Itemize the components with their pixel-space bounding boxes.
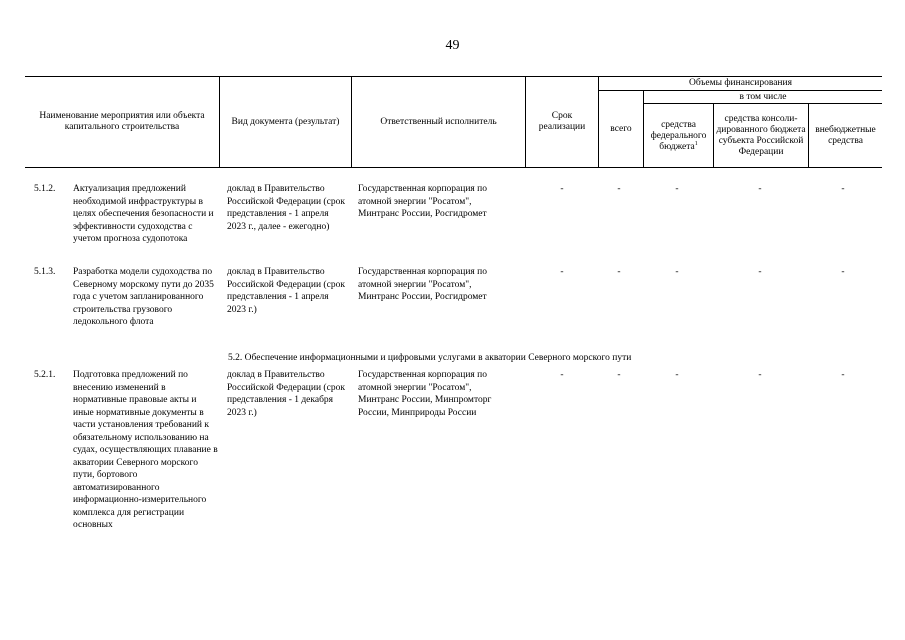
col-term-header: Срок реализации xyxy=(538,111,586,132)
col-resp-header: Ответственный исполнитель xyxy=(380,116,497,127)
regional-value: - xyxy=(758,184,762,194)
federal-value: - xyxy=(675,184,679,194)
section-title: 5.2. Обеспечение информационными и цифровыми услугами в акватории Северного морского пути xyxy=(228,353,632,363)
row-name: Разработка модели судоходства по Северному морскому пути до 2035 года с учетом запланированного строительства грузового ледокольного флота xyxy=(73,267,214,327)
total-header: всего xyxy=(610,124,632,134)
col-doc-header: Вид документа (результат) xyxy=(231,116,340,127)
term-value: - xyxy=(560,184,564,194)
row-document: доклад в Правительство Российской Федерации (срок представления - 1 апреля 2023 г.) xyxy=(227,267,345,315)
row-responsible: Государственная корпорация по атомной энергии "Росатом", Минтранс России, Росгидромет xyxy=(358,267,488,302)
federal-value: - xyxy=(675,370,679,380)
offbudget-value: - xyxy=(841,184,845,194)
total-value: - xyxy=(617,370,621,380)
incl-header: в том числе xyxy=(739,91,787,102)
federal-header xyxy=(644,104,713,168)
row-document: доклад в Правительство Российской Федерации (срок представления - 1 апреля 2023 г., далее - ежегодно) xyxy=(227,184,345,232)
footnote-mark: 1 xyxy=(694,140,698,147)
table-header xyxy=(25,76,882,168)
row-name: Актуализация предложений необходимой инфраструктуры в целях обеспечения безопасности и эффективности судоходства с учетом прогноза судопотока xyxy=(73,184,214,244)
regional-value: - xyxy=(758,370,762,380)
offbudget-value: - xyxy=(841,267,845,277)
row-name: Подготовка предложений по внесению изменений в нормативные правовые акты и иные нормативные документы в части установления требований к обязательному использованию на судах, осуществляющих плавание в акватории Северного морского пути, бортового автоматизированного информационно-измерительного комплекса для регистрации основных xyxy=(73,370,218,530)
row-document: доклад в Правительство Российской Федерации (срок представления - 1 декабря 2023 г.) xyxy=(227,370,345,418)
page-number: 49 xyxy=(445,38,460,53)
federal-header-text: средства федерального бюджета xyxy=(650,119,707,152)
regional-value: - xyxy=(758,267,762,277)
regional-header: средства консоли-дированного бюджета субъекта Российской Федерации xyxy=(716,114,806,157)
total-value: - xyxy=(617,184,621,194)
row-number: 5.2.1. xyxy=(34,370,56,380)
federal-value: - xyxy=(675,267,679,277)
col-name-header: Наименование мероприятия или объекта капитального строительства xyxy=(39,111,205,132)
row-number: 5.1.2. xyxy=(34,184,56,194)
row-responsible: Государственная корпорация по атомной энергии "Росатом", Минтранс России, Минпромторг России, Минприроды России xyxy=(358,370,492,418)
row-number: 5.1.3. xyxy=(34,267,56,277)
total-value: - xyxy=(617,267,621,277)
offbudget-value: - xyxy=(841,370,845,380)
term-value: - xyxy=(560,267,564,277)
offbudget-header: внебюджетные средства xyxy=(815,125,876,146)
financing-header: Объемы финансирования xyxy=(689,77,792,88)
term-value: - xyxy=(560,370,564,380)
row-responsible: Государственная корпорация по атомной энергии "Росатом", Минтранс России, Росгидромет xyxy=(358,184,488,219)
